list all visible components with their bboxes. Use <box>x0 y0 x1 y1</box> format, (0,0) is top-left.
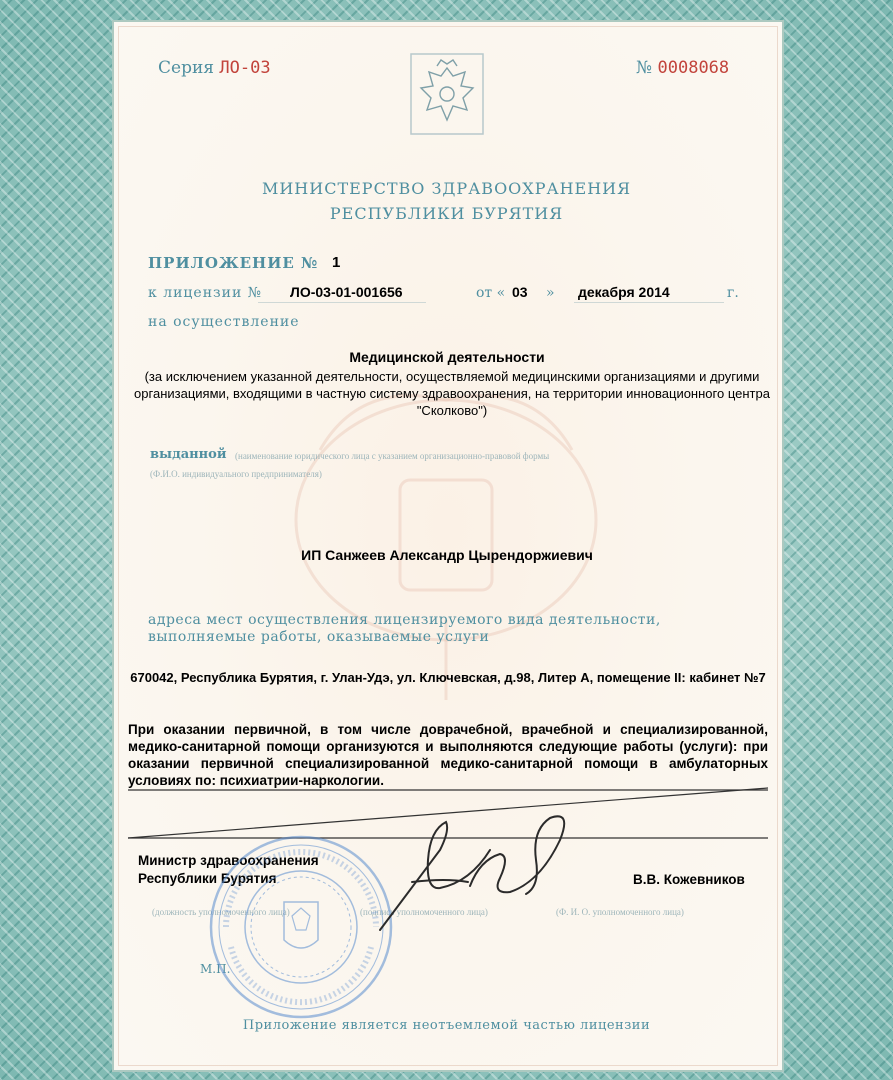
signature-scribble-icon <box>350 790 610 940</box>
ministry-line1: МИНИСТЕРСТВО ЗДРАВООХРАНЕНИЯ <box>261 179 632 198</box>
addresses-label-line2: выполняемые работы, оказываемые услуги <box>148 629 490 645</box>
number-label: № <box>636 58 653 78</box>
license-date-from: от « <box>476 285 506 301</box>
signatory-position-line1: Министр здравоохранения <box>138 853 319 868</box>
signatory-name: В.В. Кожевников <box>633 872 745 887</box>
license-label: к лицензии № <box>148 285 263 301</box>
license-day: 03 <box>512 284 528 300</box>
ministry-line2: РЕСПУБЛИКИ БУРЯТИЯ <box>329 204 564 223</box>
activity-title: Медицинской деятельности <box>349 349 545 365</box>
number-value: 0008068 <box>657 58 730 78</box>
hint-position: (должность уполномоченного лица) <box>152 907 290 917</box>
license-year-suffix: г. <box>727 285 739 301</box>
series-value: ЛО-03 <box>219 58 271 78</box>
hint-signature: (подпись уполномоченного лица) <box>360 907 488 917</box>
mp-label: М.П. <box>200 962 231 976</box>
addresses-label-line1: адреса мест осуществления лицензируемого вида деятельности, <box>148 612 661 628</box>
series-label: Серия <box>158 58 215 78</box>
appendix-label: ПРИЛОЖЕНИЕ № <box>148 254 319 272</box>
hint-name: (Ф. И. О. уполномоченного лица) <box>556 907 684 917</box>
appendix-number: 1 <box>332 254 341 271</box>
signatory-position-line2: Республики Бурятия <box>138 871 277 886</box>
activity-description: (за исключением указанной деятельности, осуществляемой медицинскими организациями и другими организациями, входящими в частную систему здравоохранения, на территории инновационного центра "Сколково") <box>134 369 770 418</box>
services-text: При оказании первичной, в том числе доврачебной, врачебной и специализированной, медико-санитарной помощи организуются и выполняются следующие работы (услуги): при оказании первичной специализированной медико-санитарной помощи в амбулаторных условиях по: психиатрии-наркологии. <box>128 722 768 788</box>
license-month-year: декабря 2014 <box>578 284 670 300</box>
license-date-close: » <box>546 285 555 301</box>
issued-hint-1: (наименование юридического лица с указанием организационно-правовой формы <box>235 451 550 461</box>
activity-label: на осуществление <box>148 314 300 330</box>
footer-note: Приложение является неотъемлемой частью лицензии <box>242 1018 651 1033</box>
license-number: ЛО-03-01-001656 <box>290 284 403 300</box>
issued-label: выданной <box>150 447 227 462</box>
issued-hint-2: (Ф.И.О. индивидуального предпринимателя) <box>150 469 322 479</box>
address-text: 670042, Республика Бурятия, г. Улан-Удэ, ул. Ключевская, д.98, Литер А, помещение II: кабинет №7 <box>130 670 766 685</box>
licensee-name: ИП Санжеев Александр Цырендоржиевич <box>301 547 593 563</box>
